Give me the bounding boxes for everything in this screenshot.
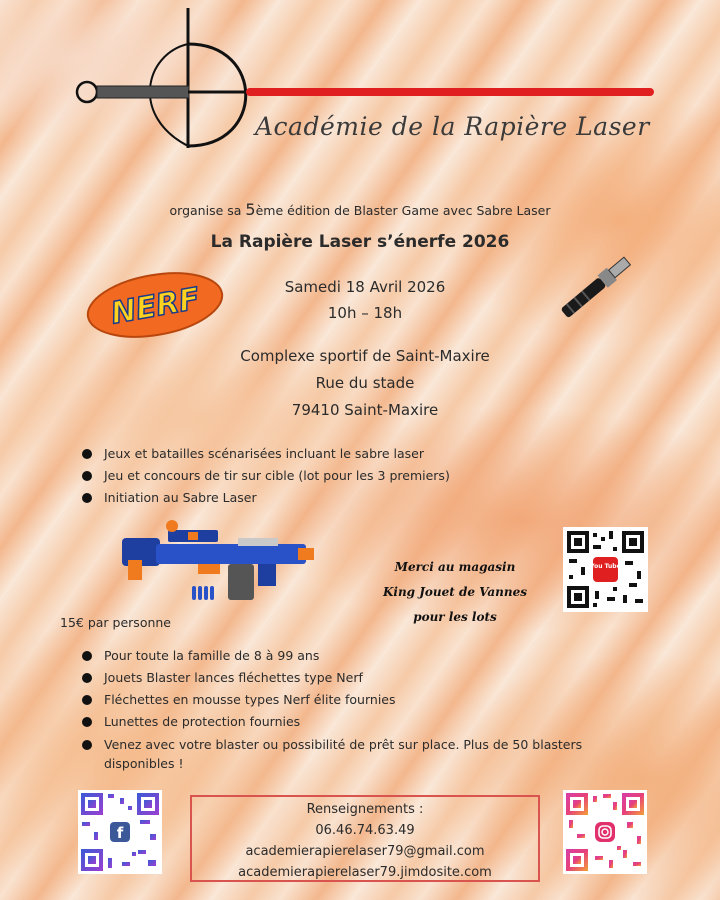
instagram-qr-code[interactable] [563, 790, 647, 874]
blaster-image [118, 518, 318, 608]
academy-name: Académie de la Rapière Laser [255, 112, 650, 141]
venue-name: Complexe sportif de Saint-Maxire [240, 347, 490, 365]
list-item: Jeux et batailles scénarisées incluant le sabre laser [82, 443, 542, 465]
sponsor-thanks: Merci au magasin King Jouet de Vannes pour les lots [382, 560, 528, 624]
contact-website[interactable]: academierapierelaser79.jimdosite.com [238, 865, 492, 880]
bullet-icon [82, 449, 92, 459]
youtube-icon: You Tube [590, 563, 621, 570]
event-date: Samedi 18 Avril 2026 [284, 278, 446, 296]
list-item: Jouets Blaster lances fléchettes type Nerf [82, 667, 642, 689]
contact-heading: Renseignements : [306, 802, 424, 817]
facebook-qr-code[interactable] [78, 790, 162, 874]
event-time: 10h – 18h [327, 304, 403, 322]
facebook-icon: f [116, 824, 124, 842]
list-item: Jeu et concours de tir sur cible (lot pour les 3 premiers) [82, 465, 542, 487]
price: 15€ par personne [60, 615, 171, 630]
intro-prefix: organise sa [169, 203, 246, 218]
intro-line [0, 200, 720, 219]
list-item: Fléchettes en mousse types Nerf élite fournies [82, 689, 642, 711]
youtube-qr-code[interactable] [563, 527, 648, 612]
event-title: La Rapière Laser s’énerfe 2026 [210, 232, 510, 252]
list-item: Venez avec votre blaster ou possibilité de prêt sur place. Plus de 50 blasters disponibles ! [82, 733, 642, 773]
venue-city: 79410 Saint-Maxire [291, 401, 439, 419]
bullet-icon [82, 651, 92, 661]
bullet-icon [82, 717, 92, 727]
bullet-icon [82, 695, 92, 705]
intro-suffix: ème édition de Blaster Game avec Sabre Laser [255, 203, 551, 218]
contact-email[interactable]: academierapierelaser79@gmail.com [245, 844, 485, 859]
bullet-icon [82, 673, 92, 683]
activities-list [82, 443, 542, 509]
list-item: Pour toute la famille de 8 à 99 ans [82, 645, 642, 667]
bullet-icon [82, 740, 92, 750]
contact-phone[interactable]: 06.46.74.63.49 [315, 823, 415, 838]
features-list [82, 645, 642, 773]
venue-street: Rue du stade [315, 374, 415, 392]
nerf-logo [85, 272, 225, 338]
list-item: Lunettes de protection fournies [82, 711, 642, 733]
bullet-icon [82, 471, 92, 481]
nerf-logo-text: NERF [108, 281, 203, 332]
edition-number: 5 [245, 200, 256, 219]
contact-box [190, 795, 540, 882]
list-item: Initiation au Sabre Laser [82, 487, 542, 509]
bullet-icon [82, 493, 92, 503]
lightsaber-icon [545, 238, 645, 338]
